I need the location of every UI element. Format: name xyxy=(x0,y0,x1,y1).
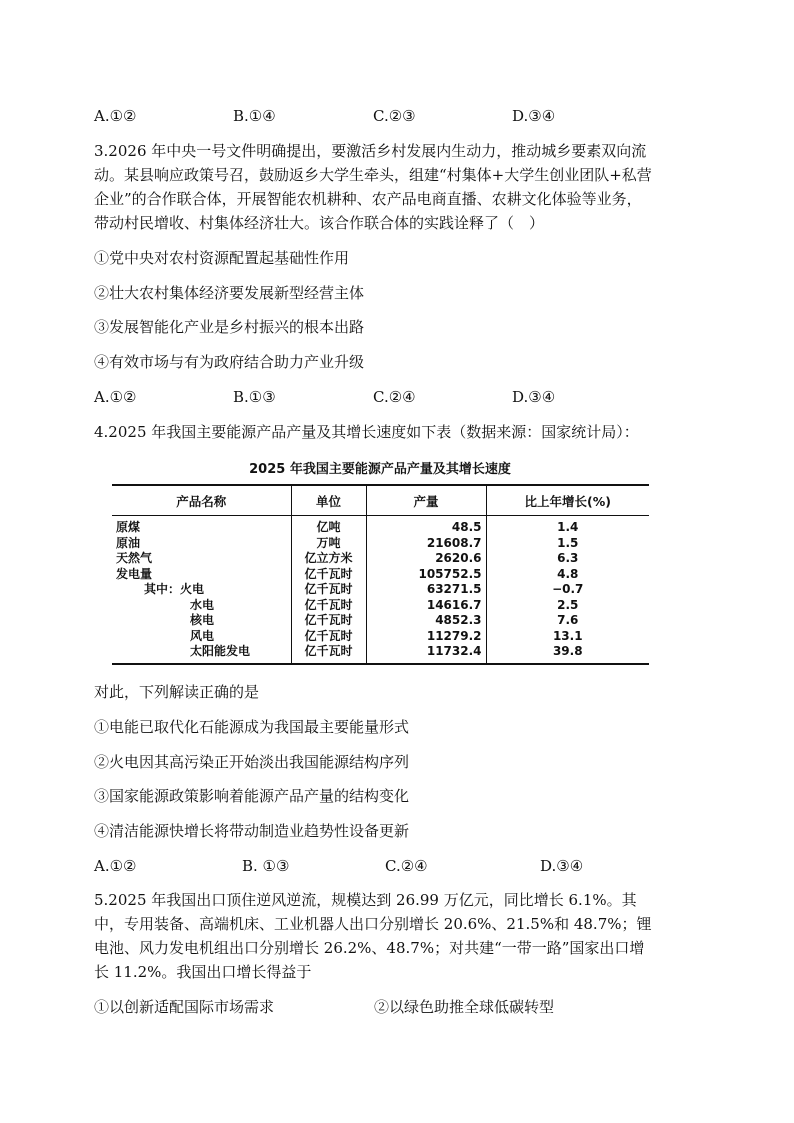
cell-product-name: 核电 xyxy=(190,613,215,627)
q5-stem-line-3: 电池、风力发电机组出口分别增长 26.2%、48.7%；对共建“一带一路”国家出口增 xyxy=(94,939,645,957)
cell-unit: 亿千瓦时 xyxy=(291,644,366,664)
cell-product-name: 水电 xyxy=(190,597,215,612)
q5-statement-2: ②以绿色助推全球低碳转型 xyxy=(374,998,555,1016)
q3-option-b: B.①③ xyxy=(233,388,276,406)
q2-option-a: A.①② xyxy=(94,107,137,125)
cell-growth: 7.6 xyxy=(486,613,649,629)
table-header-row xyxy=(112,485,649,516)
cell-unit: 亿立方米 xyxy=(291,551,366,567)
cell-unit: 万吨 xyxy=(291,536,366,552)
table-row xyxy=(112,644,649,664)
cell-output: 63271.5 xyxy=(366,582,486,598)
cell-unit: 亿千瓦时 xyxy=(291,598,366,614)
cell-output: 2620.6 xyxy=(366,551,486,567)
q3-options xyxy=(94,386,714,408)
cell-unit: 亿吨 xyxy=(291,516,366,536)
q3-stem-line-1: 3.2026 年中央一号文件明确提出，要激活乡村发展内生动力，推动城乡要素双向流 xyxy=(94,142,647,160)
cell-product-name: 原油 xyxy=(116,535,141,550)
q3-statement-2: ②壮大农村集体经济要发展新型经营主体 xyxy=(94,284,365,302)
header-output: 产量 xyxy=(366,485,486,516)
cell-output: 4852.3 xyxy=(366,613,486,629)
q4-statement-1: ①电能已取代化石能源成为我国最主要能量形式 xyxy=(94,718,410,736)
q5-stem-line-1: 5.2025 年我国出口顶住逆风逆流，规模达到 26.99 万亿元，同比增长 6.1%。其 xyxy=(94,891,637,909)
q4-stem: 4.2025 年我国主要能源产品产量及其增长速度如下表（数据来源：国家统计局）： xyxy=(94,423,639,441)
q4-statement-4: ④清洁能源快增长将带动制造业趋势性设备更新 xyxy=(94,822,410,840)
q4-option-b: B. ①③ xyxy=(242,857,290,875)
q3-stem-line-3: 企业”的合作联合体，开展智能农机耕种、农产品电商直播、农耕文化体验等业务， xyxy=(94,190,642,208)
cell-product-name: 太阳能发电 xyxy=(112,644,291,664)
q3-stem-line-4: 带动村民增收、村集体经济壮大。该合作联合体的实践诠释了（ ） xyxy=(94,214,545,232)
q5-stem-line-2: 中，专用装备、高端机床、工业机器人出口分别增长 20.6%、21.5%和 48.7%；锂 xyxy=(94,915,652,933)
cell-output: 48.5 xyxy=(366,516,486,536)
cell-output: 11732.4 xyxy=(366,644,486,664)
q3-option-c: C.②④ xyxy=(373,388,416,406)
cell-product-name: 原煤 xyxy=(116,520,141,534)
q3-statement-1: ①党中央对农村资源配置起基础性作用 xyxy=(94,249,350,267)
cell-unit: 亿千瓦时 xyxy=(291,567,366,583)
table-row xyxy=(112,551,649,567)
q2-option-d: D.③④ xyxy=(512,107,556,125)
q2-options xyxy=(94,105,714,127)
cell-unit: 亿千瓦时 xyxy=(291,629,366,645)
cell-output: 21608.7 xyxy=(366,536,486,552)
table-title: 2025 年我国主要能源产品产量及其增长速度 xyxy=(249,462,511,477)
q5-statement-1: ①以创新适配国际市场需求 xyxy=(94,998,275,1016)
q4-statement-3: ③国家能源政策影响着能源产品产量的结构变化 xyxy=(94,787,410,805)
q4-option-a: A.①② xyxy=(94,857,137,875)
cell-unit: 亿千瓦时 xyxy=(291,613,366,629)
q4-option-c: C.②④ xyxy=(385,857,428,875)
q2-option-c: C.②③ xyxy=(373,107,416,125)
table-row xyxy=(112,567,649,583)
cell-growth: 13.1 xyxy=(486,629,649,645)
cell-growth: 4.8 xyxy=(486,567,649,583)
cell-output: 14616.7 xyxy=(366,598,486,614)
q3-stem-line-2: 动。某县响应政策号召，鼓励返乡大学生牵头，组建“村集体+大学生创业团队+私营 xyxy=(94,166,652,184)
cell-growth: 2.5 xyxy=(486,598,649,614)
table-row xyxy=(112,613,649,629)
cell-product-name: 风电 xyxy=(190,628,215,643)
header-product-name: 产品名称 xyxy=(112,485,291,516)
cell-growth: −0.7 xyxy=(486,582,649,598)
cell-growth: 1.4 xyxy=(486,516,649,536)
q3-statement-4: ④有效市场与有为政府结合助力产业升级 xyxy=(94,353,365,371)
cell-output: 11279.2 xyxy=(366,629,486,645)
table-row xyxy=(112,629,649,645)
energy-table xyxy=(112,484,649,665)
cell-growth: 6.3 xyxy=(486,551,649,567)
q4-options xyxy=(94,855,714,877)
q4-statement-2: ②火电因其高污染正开始淡出我国能源结构序列 xyxy=(94,753,410,771)
cell-output: 105752.5 xyxy=(366,567,486,583)
q4-option-d: D.③④ xyxy=(540,857,584,875)
cell-growth: 39.8 xyxy=(486,644,649,664)
q3-statement-3: ③发展智能化产业是乡村振兴的根本出路 xyxy=(94,318,365,336)
header-unit: 单位 xyxy=(291,485,366,516)
cell-growth: 1.5 xyxy=(486,536,649,552)
cell-product-name: 天然气 xyxy=(116,551,153,565)
q2-option-b: B.①④ xyxy=(233,107,276,125)
cell-product-name: 发电量 xyxy=(116,566,153,581)
header-growth: 比上年增长(%) xyxy=(486,485,649,516)
table-row xyxy=(112,536,649,552)
table-row xyxy=(112,582,649,598)
q3-option-a: A.①② xyxy=(94,388,137,406)
cell-product-name: 其中：火电 xyxy=(144,582,205,596)
q3-option-d: D.③④ xyxy=(512,388,556,406)
table-row xyxy=(112,516,649,536)
q4-question: 对此，下列解读正确的是 xyxy=(94,683,260,701)
table-row xyxy=(112,598,649,614)
q5-stem-line-4: 长 11.2%。我国出口增长得益于 xyxy=(94,963,312,981)
cell-unit: 亿千瓦时 xyxy=(291,582,366,598)
